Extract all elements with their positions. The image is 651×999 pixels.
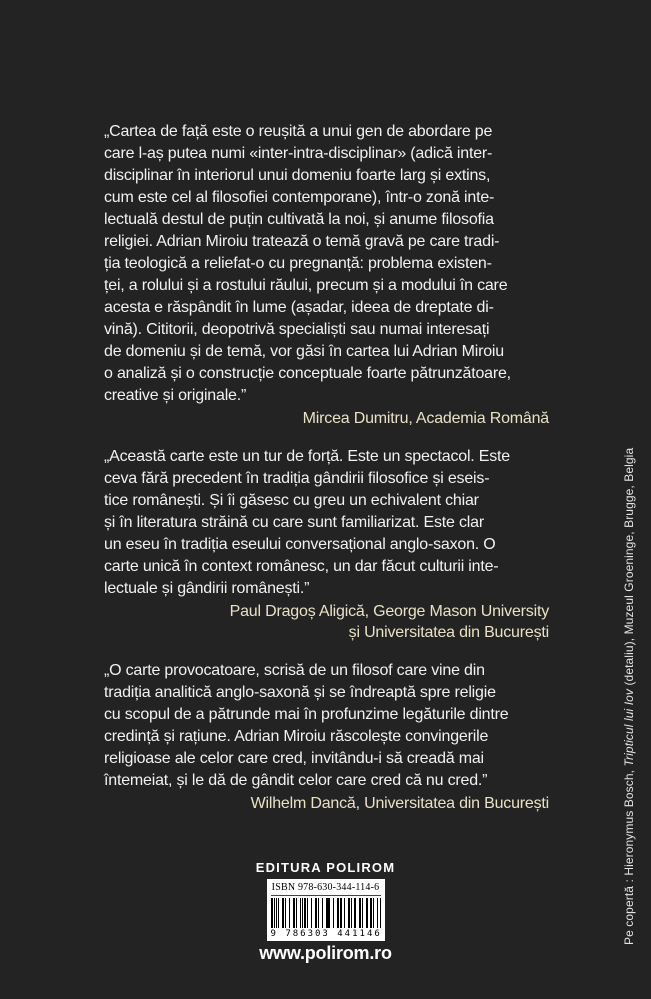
quote-line: credință și rațiune. Adrian Miroiu răscolește convingerile — [104, 728, 489, 745]
quote-line: carte unică în context românesc, un dar făcut culturii inte- — [104, 558, 499, 575]
quote-block — [104, 660, 549, 814]
publisher-logo: EDITURA POLIROM — [255, 860, 396, 875]
quote-line: cum este cel al filosofiei contemporane), într-o zonă inte- — [104, 189, 495, 206]
publisher-website: www.polirom.ro — [259, 943, 392, 963]
isbn-barcode — [267, 879, 385, 941]
attribution-line: și Universitatea din București — [348, 624, 549, 641]
quote-line: disciplinar în interiorul unui domeniu foarte larg și extins, — [104, 167, 491, 184]
quote-line: vină). Cititorii, deopotrivă specialiști sau numai interesați — [104, 321, 490, 338]
quote-attribution — [104, 793, 549, 814]
quote-line: religiei. Adrian Miroiu tratează o temă gravă pe care tradi- — [104, 233, 500, 250]
publisher-section — [0, 860, 651, 963]
quote-attribution — [104, 601, 549, 643]
quote-line: ței, a rolului și a rostului răului, precum și a modului în care — [104, 277, 508, 294]
attribution-line: Paul Dragoș Aligică, George Mason University — [229, 603, 549, 620]
quote-block — [104, 446, 549, 643]
quote-line: lectuale și gândirii românești.” — [104, 580, 310, 597]
barcode-digits: 9 786303 441146 — [270, 929, 382, 939]
quote-attribution — [104, 408, 549, 429]
quote-line: o analiză și o construcție conceptuale foarte pătrunzătoare, — [104, 365, 511, 382]
quote-line: întemeiat, și le dă de gândit celor care cred că nu cred.” — [104, 772, 488, 789]
quote-line: „Această carte este un tur de forță. Este un spectacol. Este — [104, 448, 511, 465]
attribution-line: Mircea Dumitru, Academia Română — [302, 410, 549, 427]
isbn-number: ISBN 978-630-344-114-6 — [271, 882, 381, 896]
cover-credit-suffix: (detaliu), Muzeul Groeninge, Brugge, Belgia — [622, 447, 636, 689]
quote-line: un eseu în tradiția eseului conversațional anglo-saxon. O — [104, 536, 496, 553]
quote-line: creative și originale.” — [104, 387, 247, 404]
quote-line: tradiția analitică anglo-saxonă și se îndreaptă spre religie — [104, 684, 496, 701]
quote-line: „O carte provocatoare, scrisă de un filosof care vine din — [104, 662, 485, 679]
ean-barcode-bars-icon — [271, 898, 381, 928]
quote-line: „Cartea de față este o reușită a unui gen de abordare pe — [104, 123, 493, 140]
quote-line: tice românești. Și îi găsesc cu greu un echivalent chiar — [104, 492, 479, 509]
cover-art-credit — [622, 448, 636, 945]
cover-credit-artwork-title: Tripticul lui Iov — [622, 688, 636, 767]
quote-line: care l-aș putea numi «inter-intra-disciplinar» (adică inter- — [104, 145, 493, 162]
quote-line: lectuală destul de puțin cultivată la noi, și anume filosofia — [104, 211, 494, 228]
attribution-line: Wilhelm Dancă, Universitatea din București — [250, 795, 549, 812]
quote-line: și în literatura străină cu care sunt familiarizat. Este clar — [104, 514, 484, 531]
quote-line: acesta e răspândit în lume (așadar, ideea de dreptate di- — [104, 299, 494, 316]
quotes-section — [104, 121, 549, 831]
quote-line: cu scopul de a pătrunde mai în profunzime legăturile dintre — [104, 706, 509, 723]
quote-line: ția teologică a reliefat-o cu pregnanță: problema existen- — [104, 255, 492, 272]
quote-line: de domeniu și de temă, vor găsi în cartea lui Adrian Miroiu — [104, 343, 504, 360]
quote-block — [104, 121, 549, 429]
quote-line: ceva fără precedent în tradiția gândirii filosofice și eseis- — [104, 470, 490, 487]
quote-line: religioase ale celor care cred, invitându-i să creadă mai — [104, 750, 484, 767]
cover-credit-prefix: Pe copertă : Hieronymus Bosch, — [622, 766, 636, 945]
